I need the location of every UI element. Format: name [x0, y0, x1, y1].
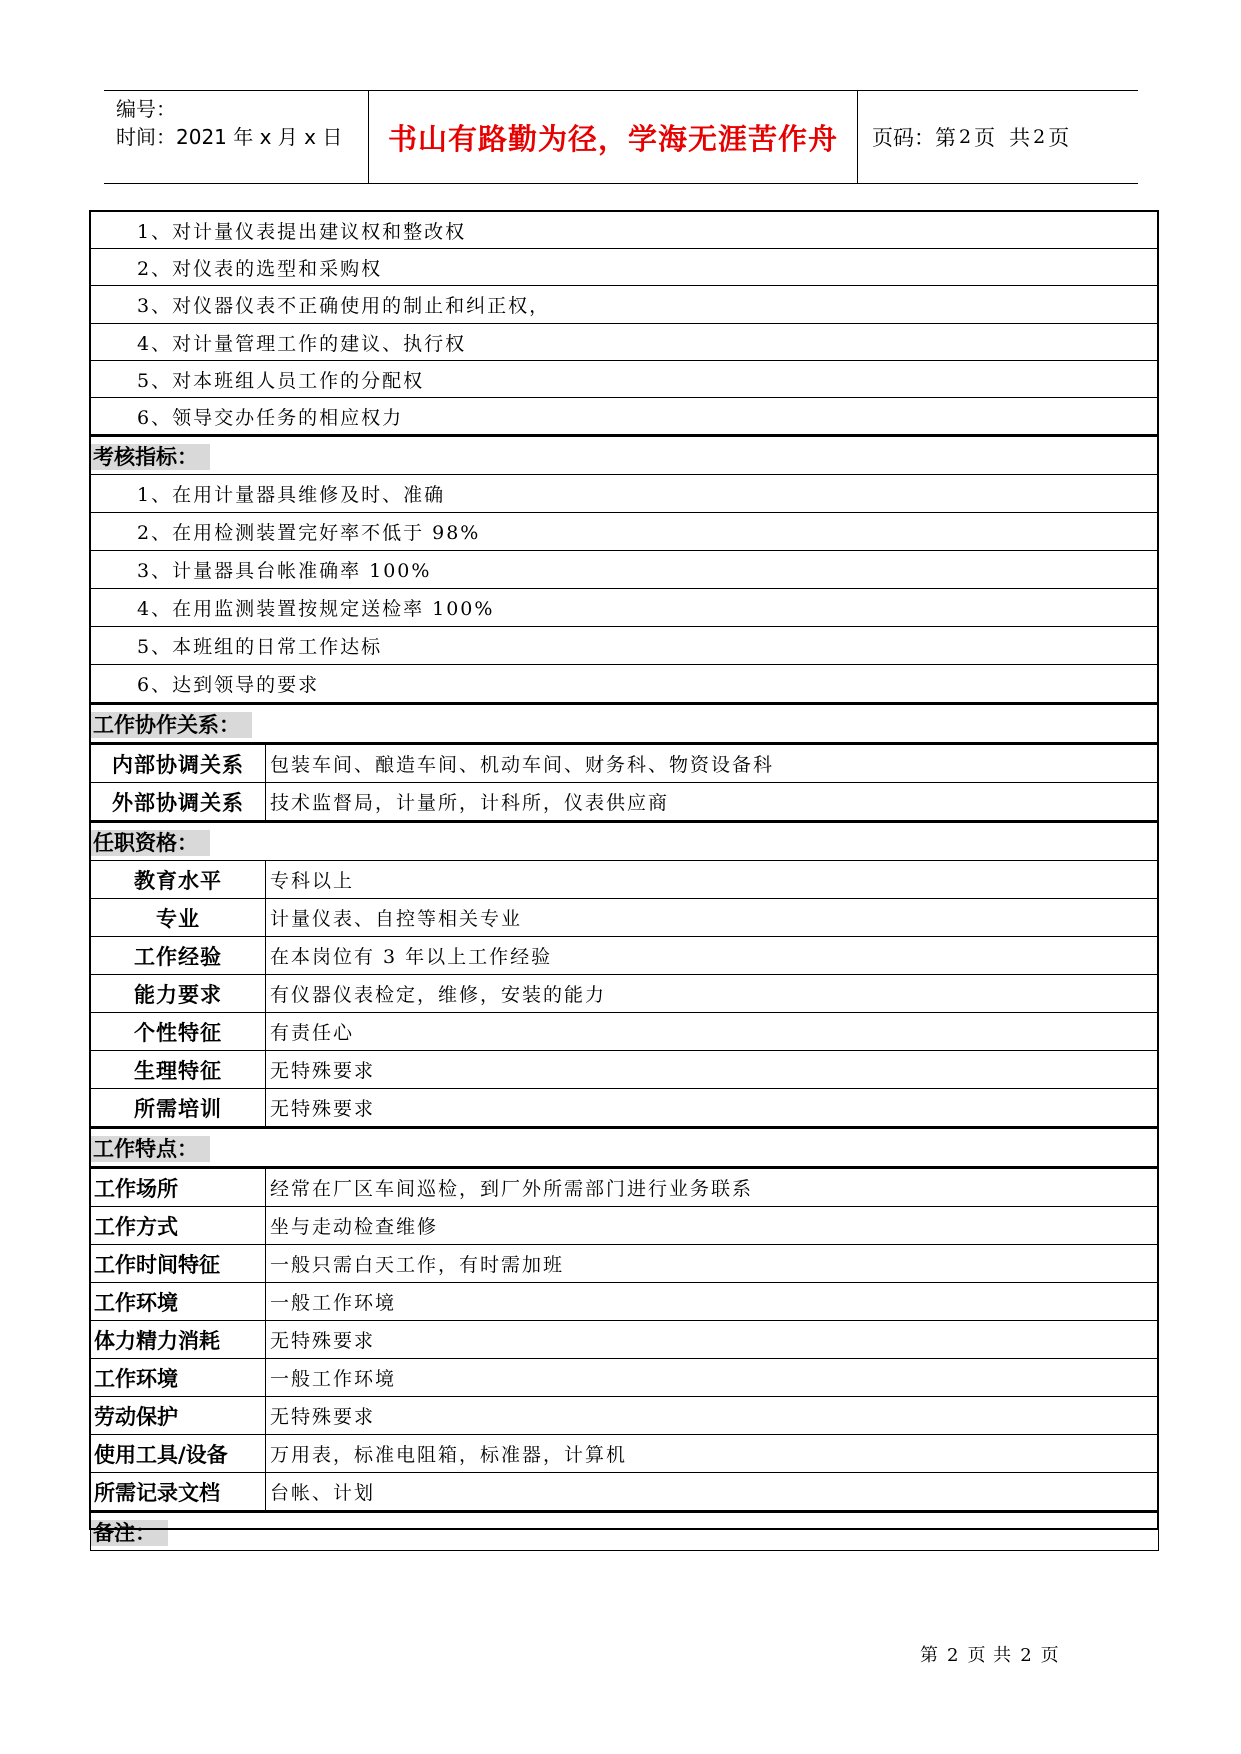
qualification-label: 教育水平 [91, 861, 266, 899]
feature-row [91, 1245, 1159, 1283]
feature-value: 一般只需白天工作，有时需加班 [266, 1245, 1159, 1283]
qualification-row [91, 937, 1159, 975]
section-title-features: 工作特点： [91, 1128, 1159, 1168]
authority-row [91, 286, 1159, 324]
assessment-item: 5、本班组的日常工作达标 [91, 627, 1159, 665]
assessment-row [91, 513, 1159, 551]
cooperation-label: 外部协调关系 [91, 783, 266, 822]
feature-value: 无特殊要求 [266, 1397, 1159, 1435]
feature-value: 一般工作环境 [266, 1359, 1159, 1397]
footer-mid: 页 共 [967, 1645, 1013, 1666]
feature-row [91, 1359, 1159, 1397]
cooperation-row [91, 783, 1159, 822]
cooperation-row [91, 744, 1159, 783]
qualification-row [91, 975, 1159, 1013]
qualification-value: 有责任心 [266, 1013, 1159, 1051]
footer-page-total: 2 [1020, 1645, 1033, 1666]
qualification-row [91, 899, 1159, 937]
page-footer [920, 1641, 1060, 1667]
assessment-item: 6、达到领导的要求 [91, 665, 1159, 704]
feature-label: 工作场所 [91, 1168, 266, 1207]
page-prefix: 页码：第 [872, 126, 956, 150]
feature-row [91, 1473, 1159, 1512]
authority-row [91, 361, 1159, 398]
qualification-value: 无特殊要求 [266, 1089, 1159, 1128]
section-header-row [91, 704, 1159, 744]
page-total: 2 [1033, 126, 1046, 148]
feature-row [91, 1168, 1159, 1207]
feature-value: 万用表，标准电阻箱，标准器，计算机 [266, 1435, 1159, 1473]
assessment-item: 1、在用计量器具维修及时、准确 [91, 475, 1159, 513]
total-suffix: 页 [1048, 126, 1070, 150]
page-word: 页 [974, 126, 996, 150]
section-title-qualification: 任职资格： [91, 822, 1159, 861]
document-date: 时间：2021 年 x 月 x 日 [116, 125, 343, 149]
total-prefix: 共 [1009, 126, 1031, 150]
authority-row [91, 324, 1159, 361]
feature-value: 台帐、计划 [266, 1473, 1159, 1512]
feature-row [91, 1397, 1159, 1435]
feature-label: 工作方式 [91, 1207, 266, 1245]
header-page-info [872, 91, 1069, 183]
footer-prefix: 第 [920, 1645, 939, 1666]
authority-item: 2、对仪表的选型和采购权 [91, 249, 1159, 286]
feature-label: 体力精力消耗 [91, 1321, 266, 1359]
feature-row [91, 1207, 1159, 1245]
feature-label: 劳动保护 [91, 1397, 266, 1435]
feature-row [91, 1435, 1159, 1473]
feature-label: 所需记录文档 [91, 1473, 266, 1512]
qualification-row [91, 1089, 1159, 1128]
qualification-label: 工作经验 [91, 937, 266, 975]
footer-suffix: 页 [1040, 1645, 1060, 1666]
qualification-row [91, 1051, 1159, 1089]
qualification-label: 生理特征 [91, 1051, 266, 1089]
authority-item: 5、对本班组人员工作的分配权 [91, 361, 1159, 398]
assessment-row [91, 475, 1159, 513]
page-number: 2 [959, 126, 972, 148]
cooperation-value: 技术监督局，计量所，计科所，仪表供应商 [266, 783, 1159, 822]
cooperation-value: 包装车间、酿造车间、机动车间、财务科、物资设备科 [266, 744, 1159, 783]
header-divider [857, 91, 858, 183]
feature-row [91, 1321, 1159, 1359]
assessment-row [91, 589, 1159, 627]
assessment-row [91, 665, 1159, 704]
feature-value: 无特殊要求 [266, 1321, 1159, 1359]
section-header-row [91, 822, 1159, 861]
qualification-label: 所需培训 [91, 1089, 266, 1128]
document-number-label: 编号： [116, 97, 176, 121]
assessment-row [91, 551, 1159, 589]
qualification-value: 有仪器仪表检定，维修，安装的能力 [266, 975, 1159, 1013]
assessment-item: 4、在用监测装置按规定送检率 100% [91, 589, 1159, 627]
section-header-row [91, 436, 1159, 475]
feature-row [91, 1283, 1159, 1321]
header-meta [116, 95, 342, 151]
authority-row [91, 249, 1159, 286]
feature-label: 工作时间特征 [91, 1245, 266, 1283]
assessment-item: 2、在用检测装置完好率不低于 98% [91, 513, 1159, 551]
qualification-value: 计量仪表、自控等相关专业 [266, 899, 1159, 937]
authority-row [91, 398, 1159, 436]
authority-item: 6、领导交办任务的相应权力 [91, 398, 1159, 436]
feature-value: 经常在厂区车间巡检，到厂外所需部门进行业务联系 [266, 1168, 1159, 1207]
qualification-label: 能力要求 [91, 975, 266, 1013]
qualification-value: 无特殊要求 [266, 1051, 1159, 1089]
feature-label: 使用工具/设备 [91, 1435, 266, 1473]
feature-label: 工作环境 [91, 1283, 266, 1321]
section-title-assessment: 考核指标： [91, 436, 1159, 475]
section-header-row [91, 1512, 1159, 1551]
assessment-row [91, 627, 1159, 665]
feature-label: 工作环境 [91, 1359, 266, 1397]
section-header-row [91, 1128, 1159, 1168]
qualification-row [91, 861, 1159, 899]
job-description-table [90, 211, 1159, 1551]
cooperation-label: 内部协调关系 [91, 744, 266, 783]
feature-value: 一般工作环境 [266, 1283, 1159, 1321]
authority-item: 3、对仪器仪表不正确使用的制止和纠正权， [91, 286, 1159, 324]
feature-value: 坐与走动检查维修 [266, 1207, 1159, 1245]
authority-item: 4、对计量管理工作的建议、执行权 [91, 324, 1159, 361]
footer-page-number: 2 [947, 1645, 960, 1666]
assessment-item: 3、计量器具台帐准确率 100% [91, 551, 1159, 589]
qualification-row [91, 1013, 1159, 1051]
authority-item: 1、对计量仪表提出建议权和整改权 [91, 212, 1159, 249]
qualification-value: 在本岗位有 3 年以上工作经验 [266, 937, 1159, 975]
section-title-cooperation: 工作协作关系： [91, 704, 1159, 744]
page-header [104, 90, 1138, 184]
qualification-value: 专科以上 [266, 861, 1159, 899]
header-motto: 书山有路勤为径，学海无涯苦作舟 [387, 121, 838, 156]
qualification-label: 专业 [91, 899, 266, 937]
authority-row [91, 212, 1159, 249]
qualification-label: 个性特征 [91, 1013, 266, 1051]
section-title-remarks: 备注： [91, 1512, 1159, 1551]
